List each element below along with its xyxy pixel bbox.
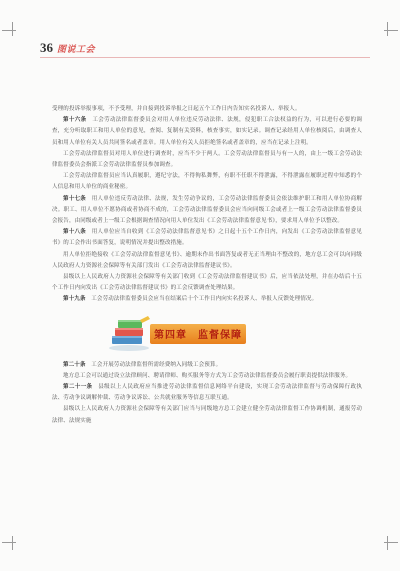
body-text	[52, 104, 362, 427]
paragraph	[52, 294, 362, 305]
article-label: 第二十一条	[63, 384, 93, 391]
crop-mark	[2, 30, 16, 31]
paragraph	[52, 227, 362, 249]
paragraph	[52, 360, 362, 371]
article-label: 第十六条	[63, 117, 87, 124]
paragraph-text: 工会劳动法律监督委员会应当在结案后十个工作日内向实名投诉人、举报人反馈处理情况。	[91, 296, 318, 303]
page-header	[40, 40, 95, 56]
crop-mark	[12, 22, 13, 36]
article-label: 第十七条	[63, 195, 87, 202]
paragraph	[52, 149, 362, 171]
crop-mark	[12, 536, 13, 550]
paragraph-text: 县级以上人民政府应当推进劳动法律监督信息网络平台建设，实现工会劳动法律监督与劳动保障行政执法、劳动争议调解仲裁、劳动争议诉讼、公共就业服务等信息互联互通。	[52, 384, 362, 402]
books-illustration-icon	[106, 314, 152, 352]
crop-mark	[2, 542, 16, 543]
paragraph-text: 县级以上人民政府人力资源社会保障等有关部门应当与同级地方总工会建立健全劳动法律监督工作协调机制，通报劳动法律、法规实施	[52, 406, 362, 424]
paragraph	[52, 272, 362, 294]
paragraph	[52, 194, 362, 228]
crop-mark	[384, 542, 398, 543]
article-label: 第二十条	[63, 361, 86, 368]
paragraph	[52, 250, 362, 272]
paragraph	[52, 382, 362, 404]
crop-mark	[387, 536, 388, 550]
paragraph-text: 工会劳动法律监督委员会对用人单位违反劳动法律、法规，侵犯职工合法权益的行为，可以进行必要的调查，充分听取职工和用人单位的意见，查阅、复制有关资料，核查事实，如实记录。调查记录经用人单位核阅后，由调查人员和用人单位有关人员共同签名或者盖章。用人单位有关人员拒绝签名或者盖章的，应当在记录上注明。	[52, 117, 362, 146]
paragraph-text: 用人单位拒绝接收《工会劳动法律监督意见书》、逾期未作出书面答复或者无正当理由不整改的，地方总工会可以向同级人民政府人力资源社会保障等有关部门发出《工会劳动法律监督建议书》。	[52, 251, 362, 269]
paragraph	[52, 404, 362, 426]
header-divider	[40, 57, 370, 58]
paragraph-text: 工会劳动法律监督员对用人单位进行调查时，应当不少于两人。工会劳动法律监督员与有一人的，由上一级工会劳动法律监督委员会指派工会劳动法律监督员参加调查。	[52, 150, 362, 169]
paragraph-text: 受理的投诉举报事项，不予受理，并自接到投诉举报之日起五个工作日内告知实名投诉人、举报人。	[52, 106, 301, 112]
chapter-banner	[52, 312, 362, 356]
paragraph-text: 工会劳动法律监督员应当认真履职，遵纪守法，不得徇私舞弊，有职不任职不得泄露，不得泄露在履职过程中知悉的个人信息和用人单位的商业秘密。	[52, 173, 362, 191]
paragraph-text: 地方总工会可以通过设立法律顾问、聘请律师、购买服务等方式为工会劳动法律监督委员会履行职责提供法律服务。	[63, 372, 352, 379]
paragraph	[52, 104, 362, 115]
article-label: 第十八条	[63, 229, 87, 236]
article-label: 第十九条	[63, 296, 86, 303]
paragraph-text: 用人单位应当自收到《工会劳动法律监督意见书》之日起十五个工作日内，向发出《工会劳动法律监督意见书》的工会作出书面答复，说明情况并提出整改措施。	[52, 229, 362, 247]
brand-logo-text: 图说工会	[57, 44, 96, 55]
crop-mark	[384, 30, 398, 31]
chapter-title-box	[150, 324, 246, 344]
paragraph-text: 县级以上人民政府人力资源社会保障等有关部门收到《工会劳动法律监督建议书》后，应当依法处理，并在办结后十五个工作日内向发出《工会劳动法律监督建议书》的工会反馈调查处理结果。	[52, 274, 362, 292]
page-number: 36	[40, 40, 53, 55]
paragraph-text: 工会开展劳动法律监督所需经费纳入同级工会预算。	[91, 361, 222, 368]
paragraph	[52, 171, 362, 193]
paragraph	[52, 371, 362, 382]
chapter-title: 第四章 监督保障	[154, 330, 242, 342]
crop-mark	[387, 22, 388, 36]
paragraph	[52, 115, 362, 149]
paragraph-text: 用人单位违反劳动法律、法规，发生劳动争议的，工会劳动法律监督委员会依法维护职工和用人单位协商解决。职工、用人单位不愿协商或者协商不成的，工会劳动法律监督委员会应当向同级工会或者上一级工会劳动法律监督委员会报告，由同级或者上一级工会根据调查情况向用人单位发出《工会劳动法律监督意见书》，要求用人单位予以整改。	[52, 195, 362, 225]
